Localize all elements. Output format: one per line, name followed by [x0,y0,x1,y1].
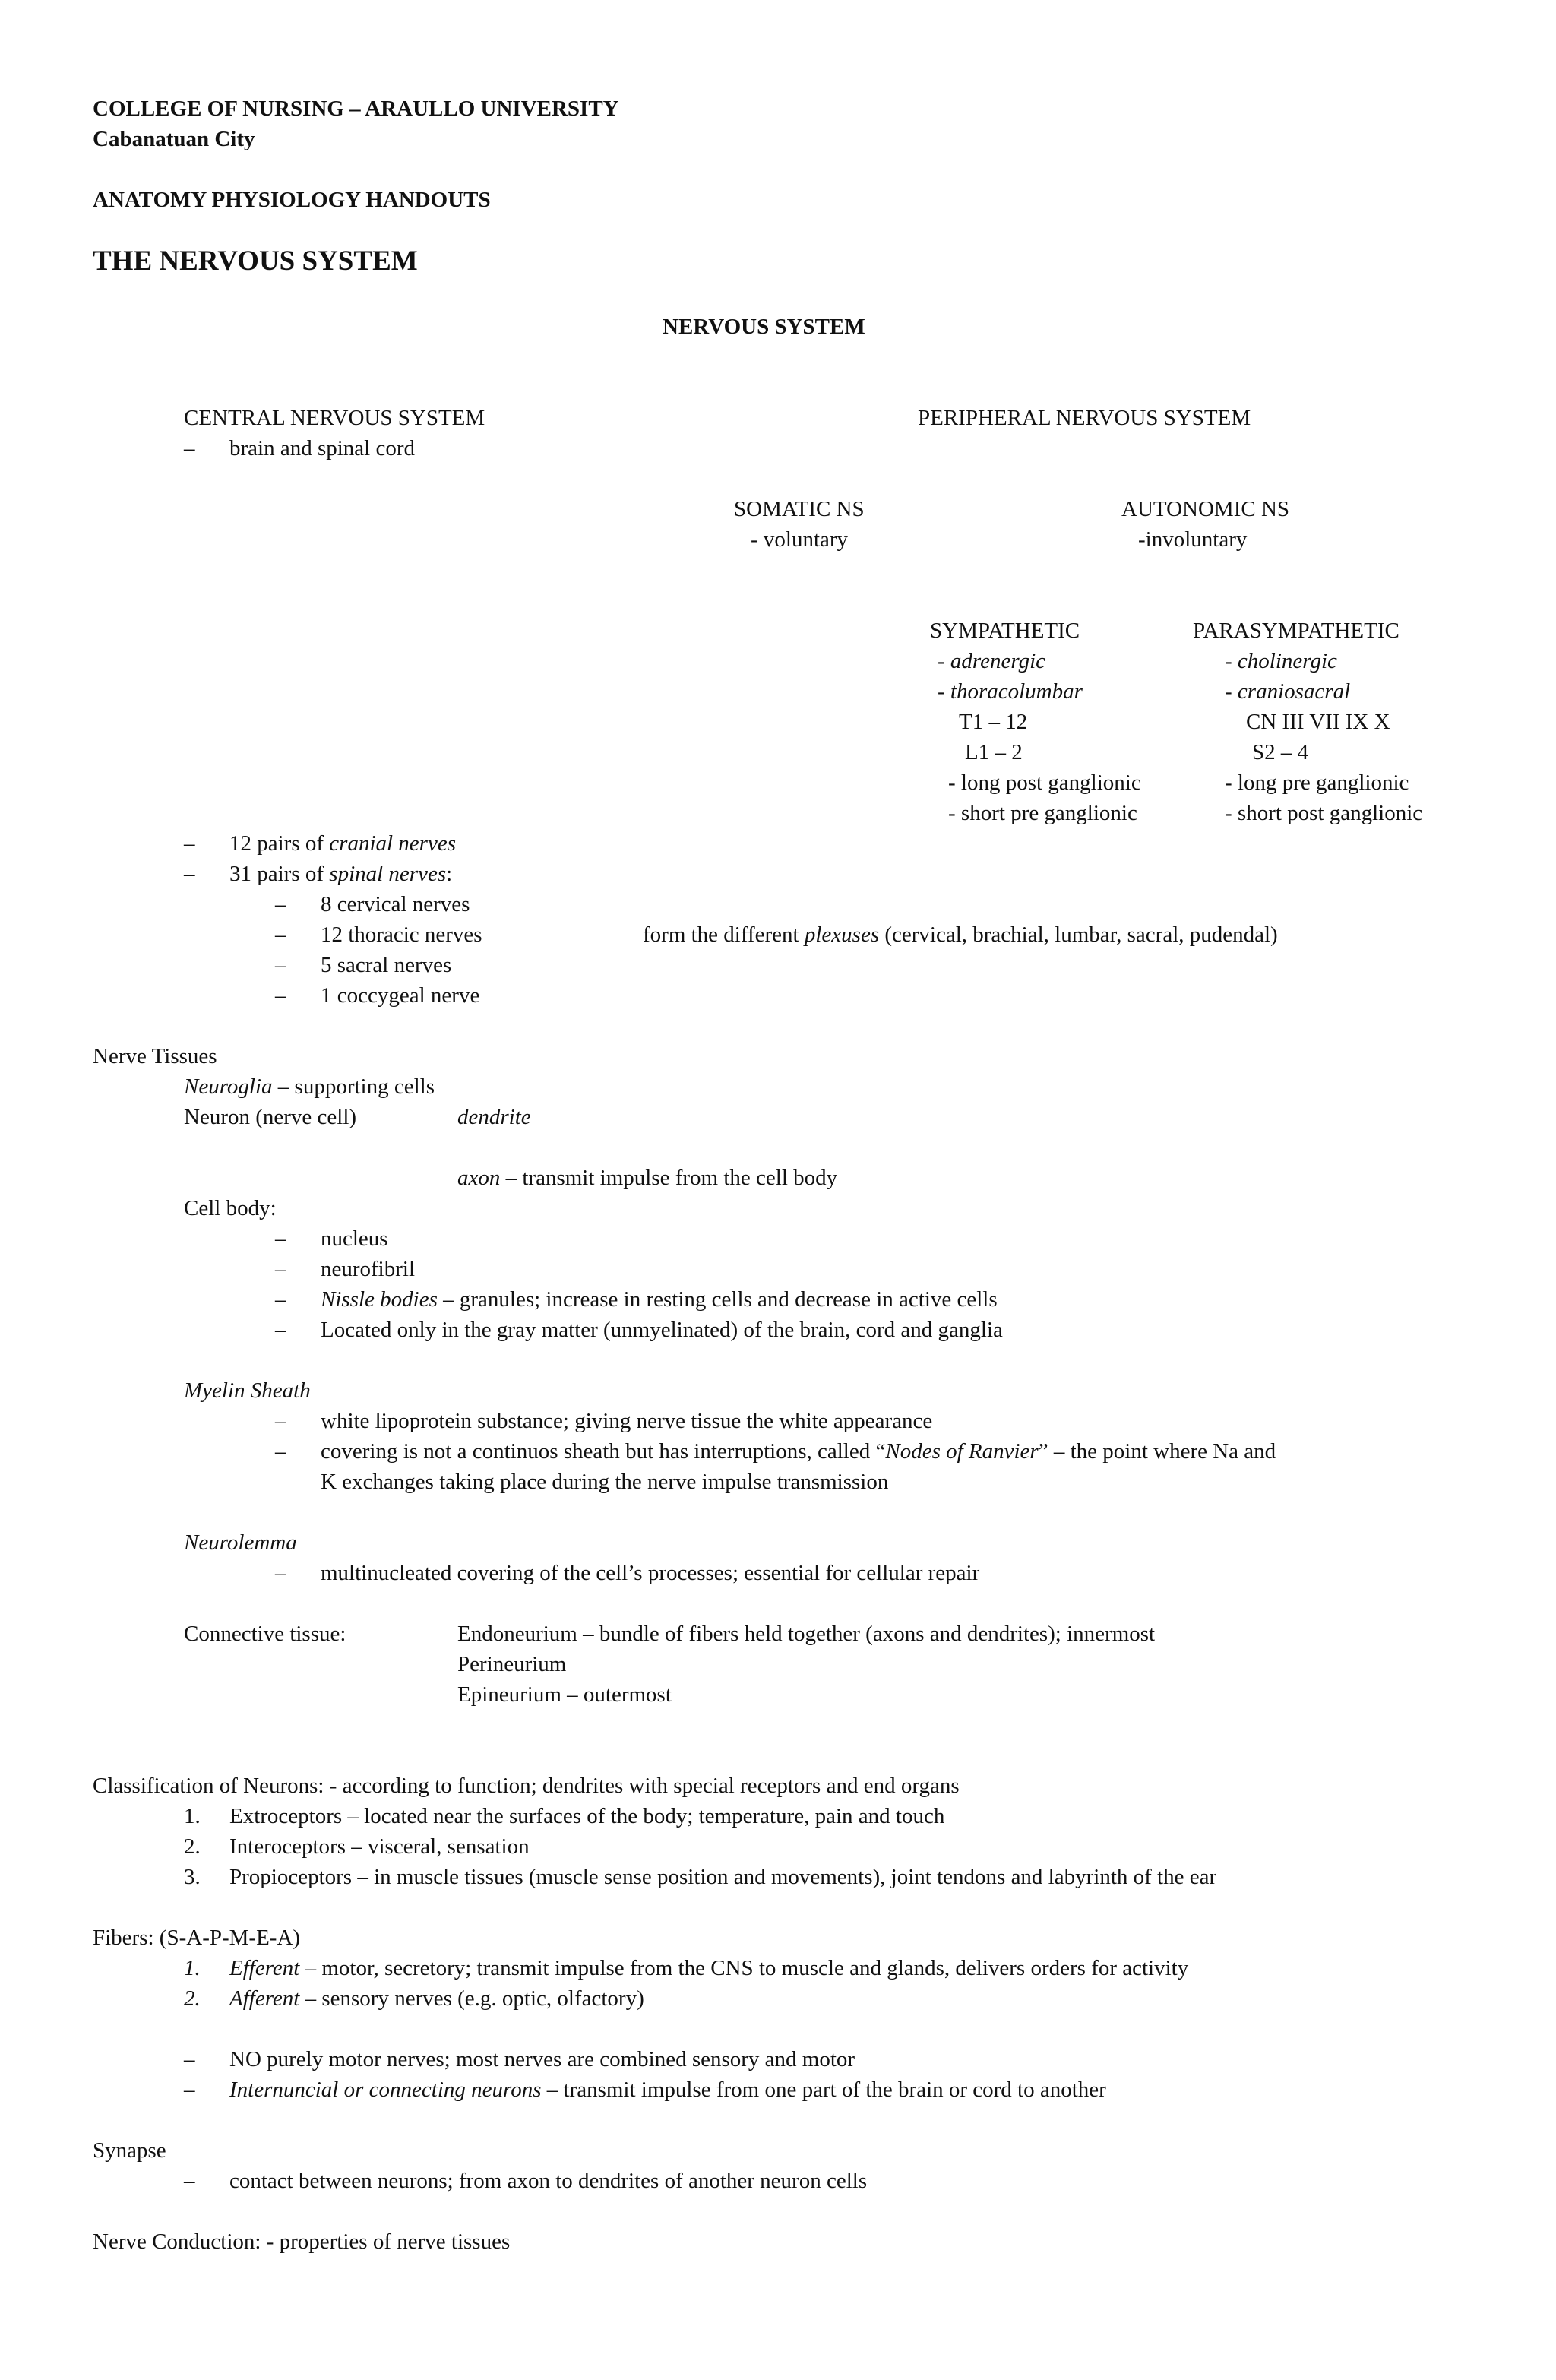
fibers-note: NO purely motor nerves; most nerves are combined sensory and motor [229,2047,855,2071]
connective-item: Perineurium [457,1652,567,1676]
dash: – [184,2047,195,2071]
dash: – [275,1561,286,1585]
cellbody-item: nucleus [321,1226,388,1251]
neurolemma-heading: Neurolemma [184,1530,297,1555]
autonomic-desc: -involuntary [1138,527,1248,552]
dash: – [275,923,286,947]
dash: – [184,436,195,460]
myelin-item: covering is not a continuos sheath but has interruptions, called “Nodes of Ranvier” – the point where Na and [321,1439,1276,1464]
dash: – [275,1409,286,1433]
parasympathetic-line: - long pre ganglionic [1225,771,1409,795]
parasympathetic-label: PARASYMPATHETIC [1193,619,1399,643]
synapse-heading: Synapse [93,2138,166,2163]
dash: – [275,1318,286,1342]
parasympathetic-line: CN III VII IX X [1246,710,1390,734]
cranial-nerves: 12 pairs of cranial nerves [229,831,456,856]
sympathetic-line: - adrenergic [938,649,1045,673]
somatic-desc: - voluntary [751,527,849,552]
dash: – [275,1257,286,1281]
autonomic-label: AUTONOMIC NS [1121,497,1290,521]
dendrite-label: dendrite [457,1105,531,1129]
cellbody-item: Nissle bodies – granules; increase in resting cells and decrease in active cells [321,1287,998,1312]
somatic-label: SOMATIC NS [734,497,865,521]
spinal-item: 8 cervical nerves [321,892,470,916]
college-heading: COLLEGE OF NURSING – ARAULLO UNIVERSITY [93,97,619,121]
dash: – [275,953,286,977]
sympathetic-line: L1 – 2 [965,740,1023,764]
dash: – [184,862,195,886]
neuroglia: Neuroglia – supporting cells [184,1074,435,1099]
cns-label: CENTRAL NERVOUS SYSTEM [184,406,485,430]
parasympathetic-line: - cholinergic [1225,649,1337,673]
fibers-heading: Fibers: (S-A-P-M-E-A) [93,1926,301,1950]
cns-desc: brain and spinal cord [229,436,416,460]
neuron-label: Neuron (nerve cell) [184,1105,357,1129]
dash: – [184,831,195,856]
handout-heading: ANATOMY PHYSIOLOGY HANDOUTS [93,188,491,212]
synapse-item: contact between neurons; from axon to dendrites of another neuron cells [229,2169,868,2193]
cellbody-item: Located only in the gray matter (unmyelinated) of the brain, cord and ganglia [321,1318,1003,1342]
connective-item: Epineurium – outermost [457,1682,672,1707]
spinal-nerves: 31 pairs of spinal nerves: [229,862,453,886]
list-number: 1. [184,1804,201,1828]
list-number: 2. [184,1834,201,1859]
connective-label: Connective tissue: [184,1622,346,1646]
dash: – [275,1226,286,1251]
sympathetic-line: T1 – 12 [959,710,1028,734]
tree-root: NERVOUS SYSTEM [663,315,865,339]
spinal-item: 1 coccygeal nerve [321,983,480,1008]
dash: – [275,1439,286,1464]
parasympathetic-line: - craniosacral [1225,679,1351,704]
connective-item: Endoneurium – bundle of fibers held together (axons and dendrites); innermost [457,1622,1156,1646]
dash: – [184,2169,195,2193]
conduction-heading: Nerve Conduction: - properties of nerve tissues [93,2230,511,2254]
neurolemma-item: multinucleated covering of the cell’s processes; essential for cellular repair [321,1561,980,1585]
parasympathetic-line: S2 – 4 [1252,740,1309,764]
dash: – [275,983,286,1008]
fibers-note: Internuncial or connecting neurons – transmit impulse from one part of the brain or cord to another [229,2078,1106,2102]
page-title: THE NERVOUS SYSTEM [93,245,418,277]
spinal-item: 5 sacral nerves [321,953,452,977]
plexus-note: form the different plexuses (cervical, brachial, lumbar, sacral, pudendal) [643,923,1278,947]
dash: – [275,1287,286,1312]
classification-item: Interoceptors – visceral, sensation [229,1834,530,1859]
tissues-heading: Nerve Tissues [93,1044,217,1068]
myelin-item: white lipoprotein substance; giving nerve tissue the white appearance [321,1409,933,1433]
classification-item: Propioceptors – in muscle tissues (muscle sense position and movements), joint tendons and labyrinth of the ear [229,1865,1217,1889]
fibers-item: Afferent – sensory nerves (e.g. optic, olfactory) [229,1986,644,2011]
sympathetic-line: - short pre ganglionic [948,801,1137,825]
spinal-item: 12 thoracic nerves [321,923,482,947]
sympathetic-label: SYMPATHETIC [930,619,1080,643]
myelin-item-cont: K exchanges taking place during the nerve impulse transmission [321,1470,889,1494]
dash: – [275,892,286,916]
cellbody-item: neurofibril [321,1257,416,1281]
parasympathetic-line: - short post ganglionic [1225,801,1423,825]
myelin-heading: Myelin Sheath [184,1378,311,1403]
list-number: 1. [184,1956,201,1980]
list-number: 2. [184,1986,201,2011]
dash: – [184,2078,195,2102]
sympathetic-line: - long post ganglionic [948,771,1141,795]
pns-label: PERIPHERAL NERVOUS SYSTEM [918,406,1251,430]
cellbody-heading: Cell body: [184,1196,277,1220]
fibers-item: Efferent – motor, secretory; transmit impulse from the CNS to muscle and glands, delivers orders for activity [229,1956,1189,1980]
classification-item: Extroceptors – located near the surfaces of the body; temperature, pain and touch [229,1804,945,1828]
city-heading: Cabanatuan City [93,127,255,151]
axon-label: axon – transmit impulse from the cell body [457,1166,838,1190]
classification-heading: Classification of Neurons: - according to function; dendrites with special receptors and end organs [93,1774,960,1798]
sympathetic-line: - thoracolumbar [938,679,1083,704]
list-number: 3. [184,1865,201,1889]
